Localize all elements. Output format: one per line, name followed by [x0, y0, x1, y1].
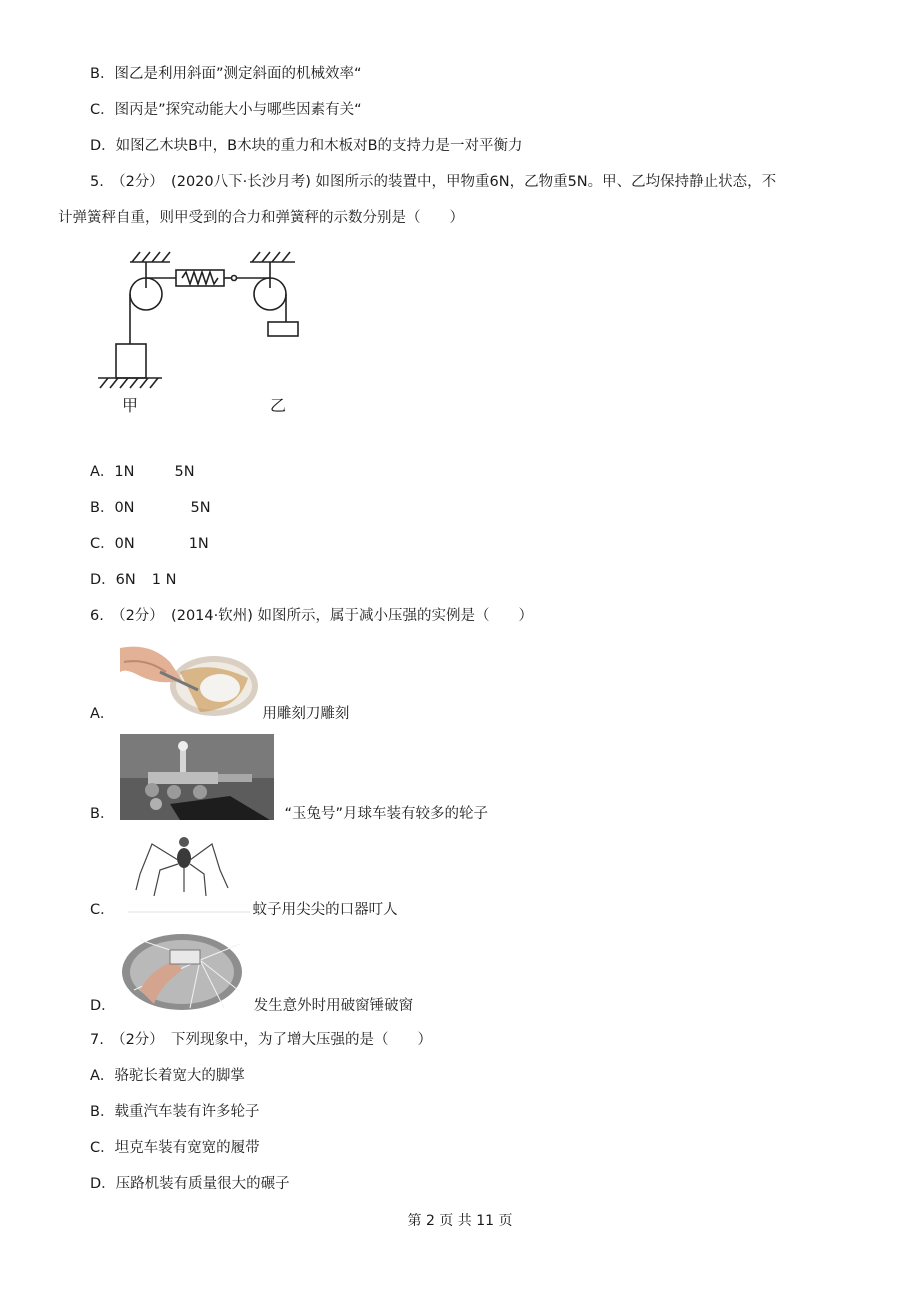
- q5-option-a: A．1N 5N: [90, 464, 195, 480]
- page-footer: [0, 1210, 920, 1230]
- q5-option-c: C．0N 1N: [90, 536, 209, 552]
- q4-option-d: D．如图乙木块B中，B木块的重力和木板对B的支持力是一对平衡力: [90, 138, 523, 154]
- q6-stem: 6. （2分） (2014·钦州) 如图所示，属于减小压强的实例是（ ）: [90, 608, 533, 624]
- q6-option-b: B． “玉兔号”月球车装有较多的轮子: [90, 806, 488, 822]
- page-number: 第 2 页 共 11 页: [407, 1213, 513, 1229]
- q7-option-a: A．骆驼长着宽大的脚掌: [90, 1068, 245, 1084]
- q5-stem-line2: 计弹簧秤自重，则甲受到的合力和弹簧秤的示数分别是（ ）: [58, 210, 464, 226]
- q4-option-b: B．图乙是利用斜面”测定斜面的机械效率“: [90, 66, 362, 82]
- q7-stem: 7. （2分） 下列现象中，为了增大压强的是（ ）: [90, 1032, 433, 1048]
- q6-option-d: D． 发生意外时用破窗锤破窗: [90, 998, 414, 1014]
- q5-option-d: D．6N 1 N: [90, 572, 177, 588]
- q4-option-c: C．图丙是”探究动能大小与哪些因素有关“: [90, 102, 362, 118]
- q5-stem-line1: 5. （2分） (2020八下·长沙月考) 如图所示的装置中，甲物重6N，乙物重5N。甲、乙均保持静止状态，不: [90, 174, 777, 190]
- q5-option-b: B．0N 5N: [90, 500, 211, 516]
- q6-option-c: C． 蚊子用尖尖的口器叮人: [90, 902, 398, 918]
- q6-option-a: A． 用雕刻刀雕刻: [90, 706, 350, 722]
- figure-label-jia: 甲: [122, 396, 139, 415]
- q7-option-d: D．压路机装有质量很大的碾子: [90, 1176, 290, 1192]
- q7-option-c: C．坦克车装有宽宽的履带: [90, 1140, 260, 1156]
- figure-label-yi: 乙: [270, 396, 287, 415]
- q7-option-b: B．载重汽车装有许多轮子: [90, 1104, 260, 1120]
